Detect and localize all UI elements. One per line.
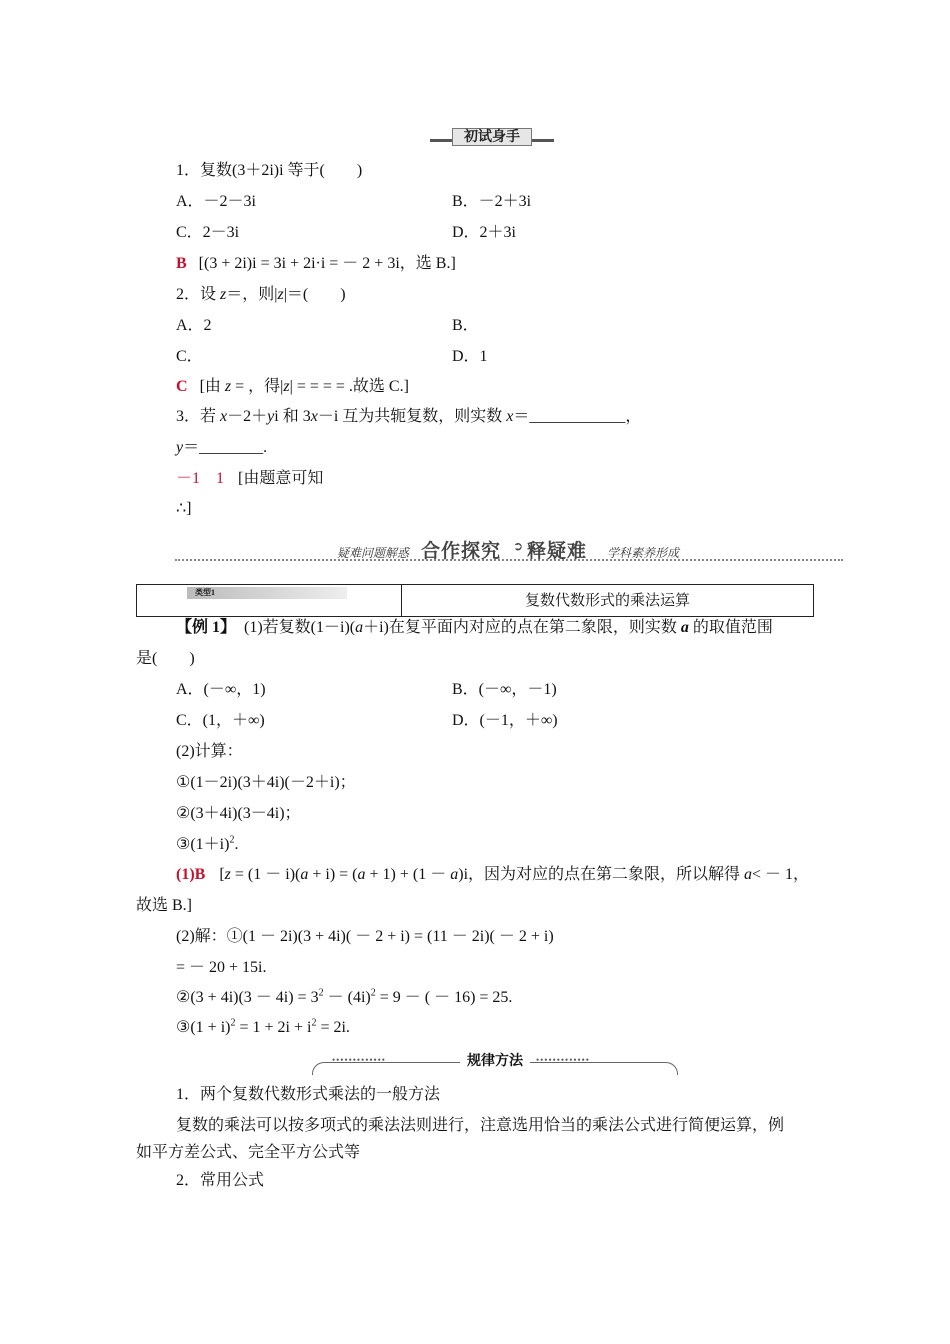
q3-var: x xyxy=(506,408,514,425)
q3-var: y xyxy=(267,408,275,425)
q2-stem-part: |＝( ) xyxy=(283,286,346,303)
ex1-calc-1: ①(1－2i)(3＋4i)(－2＋i)； xyxy=(176,774,356,791)
q3-text: ＝____________， xyxy=(513,408,642,425)
ex1-option-b: B．(－∞，－1) xyxy=(452,681,557,698)
q1-option-a: A．－2－3i xyxy=(176,193,257,210)
sol1-var: a xyxy=(357,866,366,883)
ex1-sup: 2 xyxy=(229,834,235,846)
sol2-sup: 2 xyxy=(370,987,376,999)
ex1-part2: (2)计算： xyxy=(176,743,243,760)
sol1-text: + 1) + (1 － xyxy=(365,866,451,883)
sol1-line1 xyxy=(176,865,809,885)
method-p1: 1．两个复数代数形式乘法的一般方法 xyxy=(176,1086,441,1103)
method-header xyxy=(312,1052,678,1076)
sol2-text: = 1 + 2i + i xyxy=(235,1019,312,1036)
q2-option-d: D．1 xyxy=(452,348,488,365)
ex1-option-d: D．(－1，＋∞) xyxy=(452,712,558,729)
ex1-option-c: C．(1，＋∞) xyxy=(176,712,265,729)
sol2-sup: 2 xyxy=(311,1017,317,1029)
q2-option-a: A．2 xyxy=(176,317,212,334)
sol1-var: a xyxy=(744,866,753,883)
sol2-text: = 9 － ( － 16) = 25. xyxy=(375,989,513,1006)
sol1-text: + i) = ( xyxy=(308,866,358,883)
ex1-text: ＋i)在复平面内对应的点在第二象限，则实数 xyxy=(363,619,681,636)
sol1-var: a xyxy=(300,866,309,883)
section-title: 初试身手 xyxy=(452,128,532,146)
part-divider xyxy=(175,559,843,561)
sol2-text: － (4i) xyxy=(323,989,371,1006)
q2-answer-var: z xyxy=(224,378,232,395)
q2-var-z: z xyxy=(277,286,284,303)
sol2-text: ②(3 + 4i)(3 － 4i) = 3 xyxy=(176,989,319,1006)
q3-var: x xyxy=(220,408,228,425)
sol2-line2: = － 20 + 15i. xyxy=(176,959,267,976)
arrow-circle-icon: ➲ xyxy=(513,539,525,553)
ex1-option-a: A．(－∞，1) xyxy=(176,681,266,698)
q2-answer-letter: C xyxy=(176,378,188,395)
type-tag: 类型1 xyxy=(187,587,347,599)
ex1-text: ③(1＋i) xyxy=(176,836,230,853)
method-label: 规律方法 xyxy=(460,1052,530,1070)
ex1-line2: 是( ) xyxy=(136,650,195,667)
q3-stem-line1 xyxy=(176,407,641,427)
banner-right-bar xyxy=(532,139,554,142)
q3-text: i 和 3 xyxy=(274,408,311,425)
q3-text: ＝________. xyxy=(183,439,268,456)
method-p2-line1: 复数的乘法可以按多项式的乘法法则进行，注意选用恰当的乘法公式进行简便运算，例 xyxy=(176,1117,785,1134)
part-right-caption: 学科素养形成 xyxy=(607,546,680,560)
sol2-line3 xyxy=(176,988,512,1008)
ex1-var: a xyxy=(355,619,364,636)
sol1-text: < － 1， xyxy=(752,866,810,883)
type-title: 复数代数形式的乘法运算 xyxy=(524,591,690,609)
q2-stem-part: ＝，则| xyxy=(226,286,278,303)
method-p3: 2．常用公式 xyxy=(176,1172,265,1189)
ex1-line1 xyxy=(176,618,773,638)
sol2-line1: (2)解：①(1 － 2i)(3 + 4i)( － 2 + i) = (11 － 2i)( － 2 + i) xyxy=(176,928,554,945)
q1-stem: 1．复数(3＋2i)i 等于( ) xyxy=(176,162,363,179)
q3-stem-line2 xyxy=(176,438,267,458)
type-tag-cell xyxy=(137,585,402,616)
q2-option-c: C． xyxy=(176,348,203,365)
ex1-calc-2: ②(3＋4i)(3－4i)； xyxy=(176,805,301,822)
sol1-var: a xyxy=(450,866,459,883)
q2-answer-var: z xyxy=(283,378,290,395)
q3-var: y xyxy=(176,439,184,456)
q3-answer xyxy=(176,469,323,489)
q2-stem-part: 2．设 xyxy=(176,286,221,303)
ex1-text: 的取值范围 xyxy=(688,619,773,636)
ex1-text: . xyxy=(234,836,239,853)
q1-answer xyxy=(176,254,456,274)
type-table xyxy=(136,584,814,617)
part-title-b: 释疑难 xyxy=(527,540,588,562)
q2-answer xyxy=(176,377,409,397)
q3-answer-therefore: ∴] xyxy=(176,500,192,517)
q1-option-b: B．－2＋3i xyxy=(452,193,532,210)
q3-text: －2＋ xyxy=(227,408,268,425)
ex1-head: 【例 1】 xyxy=(176,619,229,636)
banner-left-bar xyxy=(430,139,452,142)
sol1-text: )i，因为对应的点在第二象限，所以解得 xyxy=(458,866,745,883)
q3-text: －i 互为共轭复数，则实数 xyxy=(317,408,507,425)
ex1-calc-3 xyxy=(176,835,238,855)
ex1-text: (1)若复数(1－i)( xyxy=(228,619,356,636)
part-title-a: 合作探究 xyxy=(421,540,502,562)
q1-option-d: D．2＋3i xyxy=(452,224,517,241)
sol2-text: = 2i. xyxy=(316,1019,350,1036)
part-left-caption: 疑难问题解惑 xyxy=(337,546,410,560)
q2-option-b: B． xyxy=(452,317,479,334)
part-header xyxy=(175,536,843,564)
section-banner xyxy=(430,126,554,148)
method-p2-line2: 如平方差公式、完全平方公式等 xyxy=(136,1144,361,1161)
sol2-sup: 2 xyxy=(230,1017,236,1029)
q1-answer-text: [(3 + 2i)i = 3i + 2i·i = － 2 + 3i，选 B.] xyxy=(198,255,456,272)
q3-text: 3．若 xyxy=(176,408,221,425)
sol2-text: ③(1 + i) xyxy=(176,1019,231,1036)
sol1-text: = (1 － i)( xyxy=(230,866,301,883)
dots-decoration-icon: ••••••••••••• xyxy=(536,1055,590,1065)
sol1-line2: 故选 B.] xyxy=(136,897,193,914)
q3-answer-text: [由题意可知 xyxy=(238,470,324,487)
sol1-text: [ xyxy=(219,866,225,883)
q2-answer-text: [由 xyxy=(199,378,225,395)
sol2-line4 xyxy=(176,1018,350,1038)
sol2-sup: 2 xyxy=(318,987,324,999)
sol1-tag: (1)B xyxy=(176,866,206,883)
dots-decoration-icon: ••••••••••••• xyxy=(332,1055,386,1065)
q1-option-c: C．2－3i xyxy=(176,224,240,241)
ex1-var: a xyxy=(680,619,689,636)
q2-var-z: z xyxy=(220,286,227,303)
q3-answer-values: －1 1 xyxy=(176,470,225,487)
q2-answer-text: | = = = = .故选 C.] xyxy=(289,378,409,395)
q3-var: x xyxy=(310,408,318,425)
q2-answer-text: = ，得| xyxy=(231,378,284,395)
q1-answer-letter: B xyxy=(176,255,187,272)
sol1-var: z xyxy=(224,866,231,883)
q2-stem xyxy=(176,285,346,305)
